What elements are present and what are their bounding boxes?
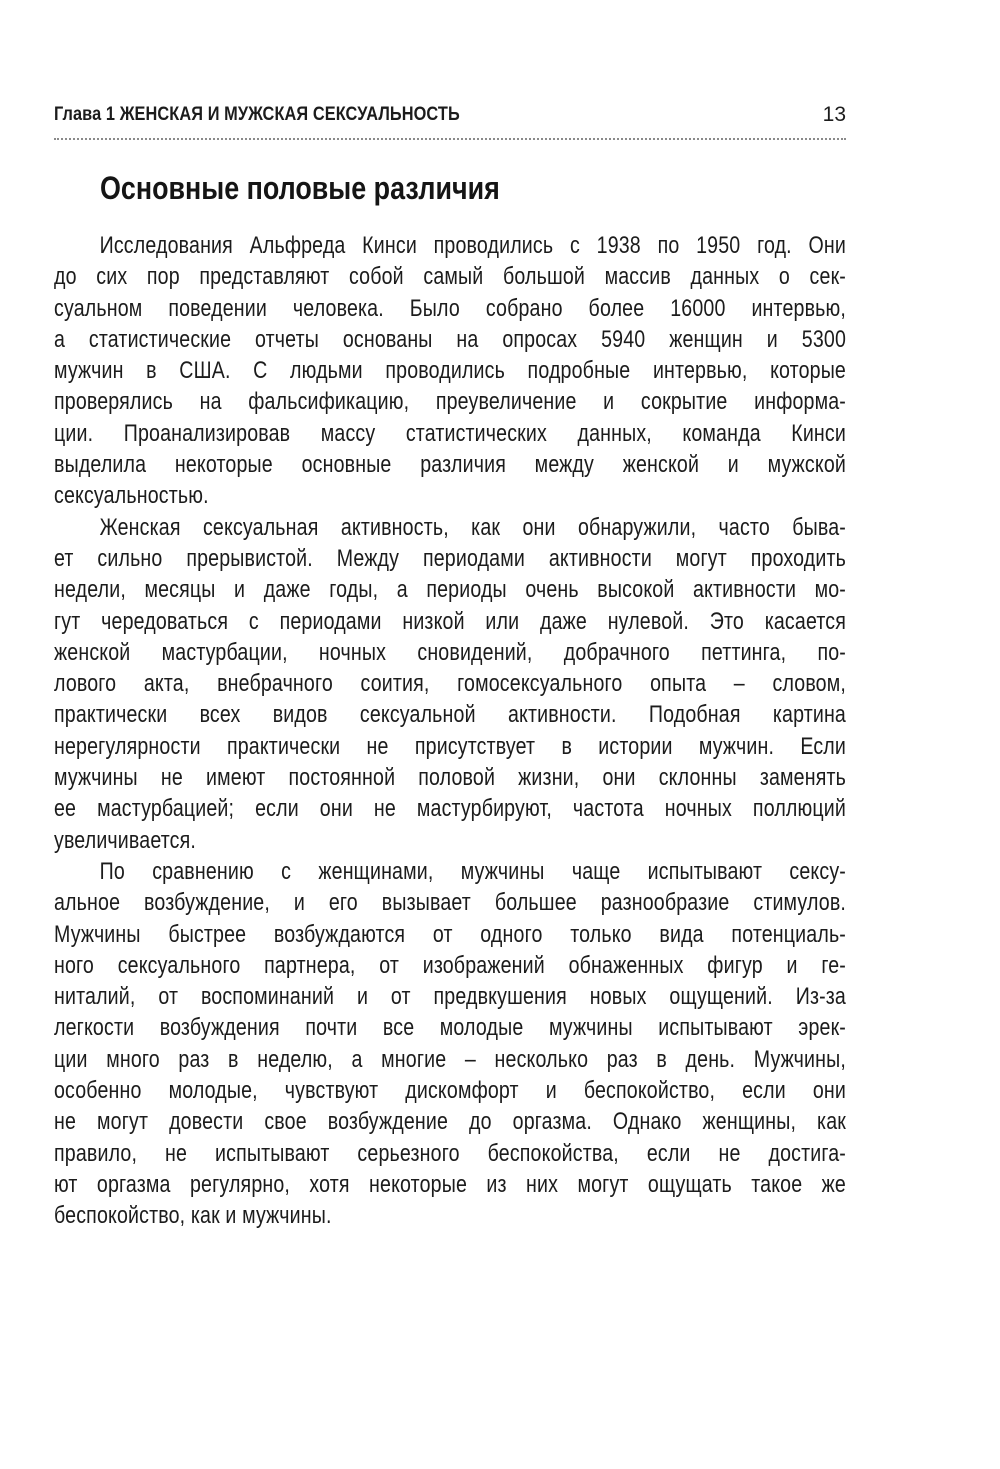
page-number: 13 [822,103,846,126]
paragraph-3-line: По сравнению с женщинами, мужчины чаще испытывают сексу- [99,857,847,885]
paragraph-3-line: Мужчины быстрее возбуждаются от одного только вида потенциаль- [54,920,846,948]
paragraph-3-line: альное возбуждение, и его вызывает большее разнообразие стимулов. [54,889,846,917]
paragraph-3-line: ют оргазма регулярно, хотя некоторые из них могут ощущать такое же [54,1170,846,1198]
paragraph-1-line: выделила некоторые основные различия между женской и мужской [54,451,846,479]
paragraph-1-line: а статистические отчеты основаны на опросах 5940 женщин и 5300 [54,325,846,353]
paragraph-1-line: мужчин в США. С людьми проводились подробные интервью, которые [54,357,846,385]
paragraph-3-line: особенно молодые, чувствуют дискомфорт и беспокойство, если они [54,1077,846,1105]
paragraph-3-line: ции много раз в неделю, а многие – несколько раз в день. Мужчины, [54,1045,846,1073]
paragraph-2-line: увеличивается. [54,826,196,854]
paragraph-2-line: гут чередоваться с периодами низкой или даже нулевой. Это касается [54,607,846,635]
paragraph-1-line: суальном поведении человека. Было собрано более 16000 интервью, [54,294,846,322]
paragraph-2-line: женской мастурбации, ночных сновидений, добрачного петтинга, по- [54,638,846,666]
paragraph-2-line: ее мастурбацией; если они не мастурбируют, частота ночных поллюций [54,795,846,823]
section-heading: Основные половые различия [100,170,500,206]
paragraph-3-line: не могут довести свое возбуждение до оргазма. Однако женщины, как [54,1108,846,1136]
paragraph-2-line: лового акта, внебрачного соития, гомосексуального опыта – словом, [54,670,846,698]
paragraph-2-line: мужчины не имеют постоянной половой жизни, они склонны заменять [54,764,846,792]
paragraph-3-line: беспокойство, как и мужчины. [54,1202,332,1230]
paragraph-2-line: нерегулярности практически не присутствует в истории мужчин. Если [54,732,846,760]
paragraph-1-line: до сих пор представляют собой самый большой массив данных о сек- [54,263,846,291]
paragraph-2-line: практически всех видов сексуальной активности. Подобная картина [54,701,846,729]
chapter-title: Глава 1 ЖЕНСКАЯ И МУЖСКАЯ СЕКСУАЛЬНОСТЬ [54,104,460,125]
paragraph-2-line: недели, месяцы и даже годы, а периоды очень высокой активности мо- [54,576,846,604]
paragraph-2-line: ет сильно прерывистой. Между периодами активности могут проходить [54,544,846,572]
paragraph-3-line: правило, не испытывают серьезного беспокойства, если не достига- [54,1139,846,1167]
paragraph-1-line: ции. Проанализировав массу статистических данных, команда Кинси [54,419,846,447]
paragraph-3-line: легкости возбуждения почти все молодые мужчины испытывают эрек- [54,1014,846,1042]
paragraph-1-line: Исследования Альфреда Кинси проводились с 1938 по 1950 год. Они [99,232,847,259]
running-header [54,100,846,140]
body-text [54,230,846,1232]
paragraph-3-line: ного сексуального партнера, от изображений обнаженных фигур и ге- [54,951,846,979]
paragraph-2-line: Женская сексуальная активность, как они обнаружили, часто быва- [99,513,847,541]
paragraph-3-line: ниталий, от воспоминаний и от предвкушения новых ощущений. Из-за [54,983,846,1011]
paragraph-1-line: сексуальностью. [54,482,209,510]
paragraph-1-line: проверялись на фальсификацию, преувеличение и сокрытие информа- [54,388,846,416]
